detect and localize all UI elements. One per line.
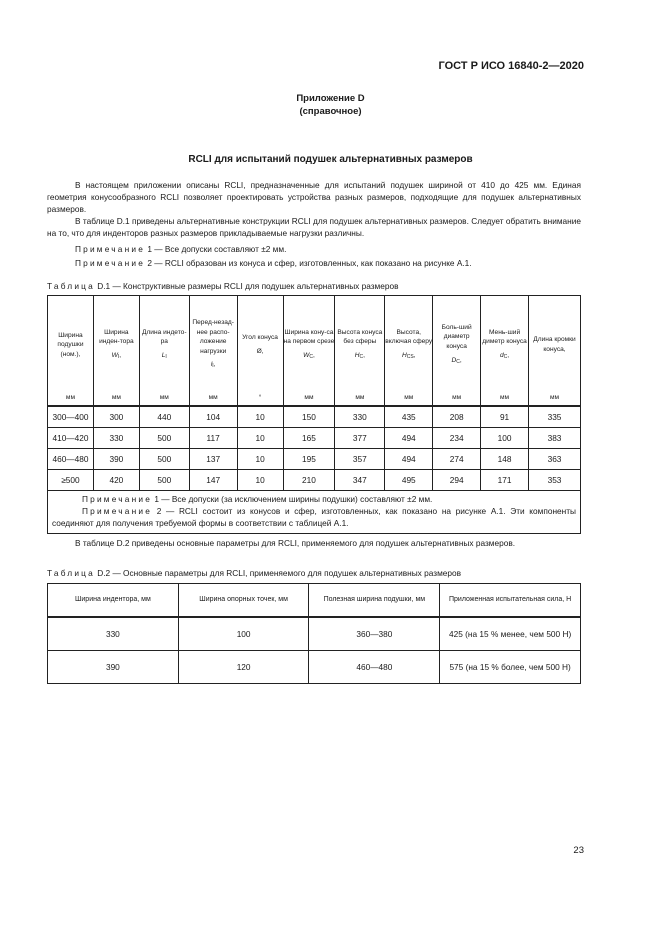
paragraph-table-ref-text: В таблице D.1 приведены альтернативные конструкции RCLI для подушек альтернативных размеров. Следует обратить внимание на то, что для инденторов разных размеров прикладываемые нагрузки различны. bbox=[47, 216, 581, 238]
table2-row bbox=[48, 617, 581, 651]
table1-cell: 195 bbox=[283, 449, 335, 470]
table1-cell: 494 bbox=[385, 428, 433, 449]
table1-unit-cell: ° bbox=[237, 394, 283, 406]
document-header: ГОСТ Р ИСО 16840-2—2020 bbox=[438, 60, 584, 72]
table1-cell: 420 bbox=[93, 470, 139, 491]
table1-cell: ≥500 bbox=[48, 470, 94, 491]
table1-cell: 91 bbox=[481, 406, 529, 428]
table1-cell: 148 bbox=[481, 449, 529, 470]
table1-cell: 171 bbox=[481, 470, 529, 491]
table1-cell: 300—400 bbox=[48, 406, 94, 428]
table1-cell: 363 bbox=[529, 449, 581, 470]
paragraph-intro bbox=[47, 179, 581, 215]
table1-cell: 460—480 bbox=[48, 449, 94, 470]
table2-caption bbox=[47, 568, 461, 578]
table1-notes-cell bbox=[48, 491, 581, 534]
table1-header-cell: Высота конуса без сферы $H_C$, bbox=[335, 296, 385, 395]
table2-cell: 330 bbox=[48, 617, 179, 651]
table1-unit-cell: мм bbox=[335, 394, 385, 406]
table1-unit-cell: мм bbox=[283, 394, 335, 406]
table1-cell: 500 bbox=[139, 470, 189, 491]
paragraph-table-ref bbox=[47, 215, 581, 239]
table1-cell: 383 bbox=[529, 428, 581, 449]
table1-cell: 335 bbox=[529, 406, 581, 428]
table1-header-cell: Ширина инден-тора $W_I$, bbox=[93, 296, 139, 395]
appendix-heading bbox=[0, 92, 661, 118]
table1-cell: 10 bbox=[237, 406, 283, 428]
page-number: 23 bbox=[573, 845, 584, 856]
table1-caption bbox=[47, 281, 399, 291]
table1-units-row bbox=[48, 394, 581, 406]
paragraph-table2-ref-text: В таблице D.2 приведены основные параметры для RCLI, применяемого для подушек альтернативных размеров. bbox=[75, 538, 516, 548]
table1-cell: 300 bbox=[93, 406, 139, 428]
note-1-label: Примечание bbox=[75, 244, 146, 254]
table2-header-cell: Ширина индентора, мм bbox=[48, 584, 179, 618]
table2-header-cell: Приложенная испытательная сила, Н bbox=[440, 584, 581, 618]
table1 bbox=[47, 295, 581, 534]
note-1-text: 1 — Все допуски составляют ±2 мм. bbox=[145, 244, 287, 254]
table1-unit-cell: мм bbox=[385, 394, 433, 406]
table2-cell: 120 bbox=[178, 651, 309, 684]
table2-header-cell: Ширина опорных точек, мм bbox=[178, 584, 309, 618]
table1-header-cell: Ширина подушки (ном.), bbox=[48, 296, 94, 395]
table1-cell: 330 bbox=[93, 428, 139, 449]
table2-header-row bbox=[48, 584, 581, 618]
table1-header-cell: Боль-ший диаметр конуса $D_C$, bbox=[433, 296, 481, 395]
table2-caption-text: D.2 — Основные параметры для RCLI, применяемого для подушек альтернативных размеров bbox=[94, 568, 462, 578]
note-2 bbox=[47, 257, 581, 269]
table2-cell: 100 bbox=[178, 617, 309, 651]
table2-cell: 390 bbox=[48, 651, 179, 684]
paragraph-intro-text: В настоящем приложении описаны RCLI, предназначенные для испытаний подушек шириной от 410 до 425 мм. Единая геометрия конусообразного RCLI позволяет проектировать устройства разных размеров, подходящие для подушек альтернативных размеров. bbox=[47, 180, 581, 214]
table1-row bbox=[48, 449, 581, 470]
table1-cell: 440 bbox=[139, 406, 189, 428]
table2-row bbox=[48, 651, 581, 684]
note-2-label: Примечание bbox=[75, 258, 146, 268]
table1-cell: 10 bbox=[237, 449, 283, 470]
table1-unit-cell: мм bbox=[139, 394, 189, 406]
table1-cell: 494 bbox=[385, 449, 433, 470]
table1-caption-label: Таблица bbox=[47, 281, 95, 291]
table1-row bbox=[48, 470, 581, 491]
table1-unit-cell: мм bbox=[529, 394, 581, 406]
table1-header-cell: Мень-ший диметр конуса $d_C$, bbox=[481, 296, 529, 395]
table1-cell: 500 bbox=[139, 428, 189, 449]
table1-note-2: Примечание 2 — RCLI состоит из конусов и сфер, изготовленных, как показано на рисунке A.1. Эти компоненты соединяют для получения требуемой формы в соответствии с таблицей A.1. bbox=[52, 506, 576, 528]
note-2-text: 2 — RCLI образован из конуса и сфер, изготовленных, как показано на рисунке A.1. bbox=[145, 258, 472, 268]
table1-notes-row bbox=[48, 491, 581, 534]
table1-cell: 165 bbox=[283, 428, 335, 449]
table1-header-cell: Длина кромки конуса, bbox=[529, 296, 581, 395]
table1-note-1: Примечание 1 — Все допуски (за исключением ширины подушки) составляют ±2 мм. bbox=[82, 494, 433, 504]
table1-row bbox=[48, 406, 581, 428]
table1-unit-cell: мм bbox=[93, 394, 139, 406]
table2 bbox=[47, 583, 581, 684]
table1-caption-text: D.1 — Конструктивные размеры RCLI для подушек альтернативных размеров bbox=[94, 281, 399, 291]
table1-unit-cell: мм bbox=[433, 394, 481, 406]
table1-header-cell: Угол конуса Ø, bbox=[237, 296, 283, 395]
table1-header-cell: Перед-незад-нее распо-ложение нагрузки $l_I$, bbox=[189, 296, 237, 395]
table1-cell: 104 bbox=[189, 406, 237, 428]
table1-header-row bbox=[48, 296, 581, 395]
table2-header-cell: Полезная ширина подушки, мм bbox=[309, 584, 440, 618]
table1-cell: 330 bbox=[335, 406, 385, 428]
table2-caption-label: Таблица bbox=[47, 568, 95, 578]
table1-cell: 210 bbox=[283, 470, 335, 491]
note-1 bbox=[47, 243, 581, 255]
paragraph-table2-ref bbox=[47, 537, 581, 549]
table1-cell: 117 bbox=[189, 428, 237, 449]
appendix-title: Приложение D bbox=[296, 93, 365, 104]
table1-unit-cell: мм bbox=[481, 394, 529, 406]
table2-cell: 460—480 bbox=[309, 651, 440, 684]
section-title: RCLI для испытаний подушек альтернативных размеров bbox=[188, 154, 473, 165]
table1-header-cell: Высота, включая сферу $H_{CS}$, bbox=[385, 296, 433, 395]
table1-cell: 208 bbox=[433, 406, 481, 428]
table1-cell: 353 bbox=[529, 470, 581, 491]
table1-cell: 137 bbox=[189, 449, 237, 470]
table1-cell: 377 bbox=[335, 428, 385, 449]
table1-cell: 357 bbox=[335, 449, 385, 470]
table1-unit-cell: мм bbox=[189, 394, 237, 406]
table1-cell: 390 bbox=[93, 449, 139, 470]
table1-cell: 10 bbox=[237, 428, 283, 449]
table1-cell: 100 bbox=[481, 428, 529, 449]
table1-cell: 410—420 bbox=[48, 428, 94, 449]
table1-cell: 347 bbox=[335, 470, 385, 491]
table1-cell: 234 bbox=[433, 428, 481, 449]
table1-unit-cell: мм bbox=[48, 394, 94, 406]
table2-cell: 575 (на 15 % более, чем 500 Н) bbox=[440, 651, 581, 684]
appendix-subtitle: (справочное) bbox=[299, 106, 362, 117]
table1-cell: 274 bbox=[433, 449, 481, 470]
table2-cell: 425 (на 15 % менее, чем 500 Н) bbox=[440, 617, 581, 651]
table1-cell: 10 bbox=[237, 470, 283, 491]
table1-cell: 147 bbox=[189, 470, 237, 491]
table1-cell: 294 bbox=[433, 470, 481, 491]
table1-cell: 435 bbox=[385, 406, 433, 428]
table1-cell: 150 bbox=[283, 406, 335, 428]
table1-cell: 500 bbox=[139, 449, 189, 470]
table1-header-cell: Длина индето-ра $L_I$ bbox=[139, 296, 189, 395]
table1-cell: 495 bbox=[385, 470, 433, 491]
table2-cell: 360—380 bbox=[309, 617, 440, 651]
table1-header-cell: Ширина кону-са на первом срезе $W_C$, bbox=[283, 296, 335, 395]
table1-row bbox=[48, 428, 581, 449]
